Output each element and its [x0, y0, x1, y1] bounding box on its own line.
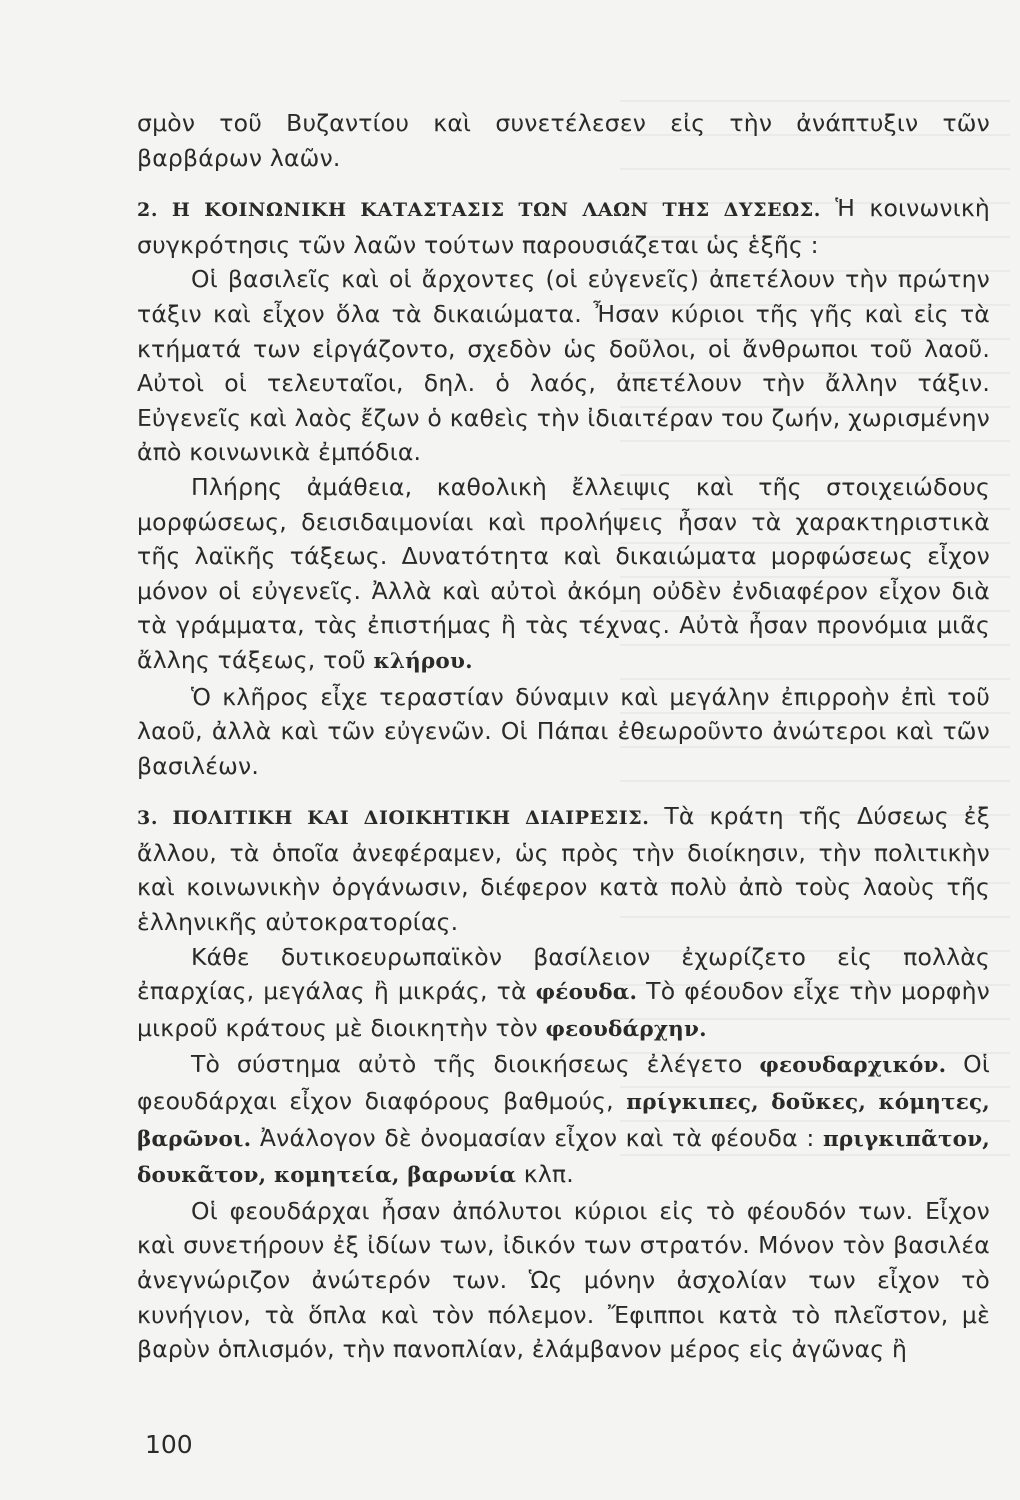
paragraph-text: Ὁ κλῆρος εἶχε τεραστίαν δύναμιν καὶ μεγάλην ἐπιρροὴν ἐπὶ τοῦ λαοῦ, ἀλλὰ καὶ τῶν εὐγενῶν. Οἱ Πάπαι ἐθεωροῦντο ἀνώτεροι καὶ τῶν βασιλέων.: [137, 682, 990, 780]
page-body: [137, 106, 990, 1367]
section-2-paragraph-1: [137, 262, 990, 470]
section-2-paragraph-2: [137, 470, 990, 680]
paragraph-text: Οἱ φεουδάρχαι εἶχον διαφόρους βαθμούς,: [137, 1050, 990, 1116]
section-3-paragraph: [137, 799, 990, 939]
bold-term-kleros: κλήρου.: [373, 648, 473, 674]
bold-term-feouda: φέουδα.: [535, 980, 638, 1006]
paragraph-text: Πλήρης ἀμάθεια, καθολικὴ ἔλλειψις καὶ τῆς στοιχειώδους μορφώσεως, δεισιδαιμονίαι καὶ προλήψεις ἦσαν τὰ χαρακτηριστικὰ τῆς λαϊκῆς τάξεως. Δυνατότητα καὶ δικαιώματα μορφώσεως εἶχον μόνον οἱ εὐγενεῖς. Ἀλλὰ καὶ αὐτοὶ ἀκόμη οὐδὲν ἐνδιαφέρον εἶχον διὰ τὰ γράμματα, τὰς ἐπιστήμας ἢ τὰς τέχνας. Αὐτὰ ἦσαν προνόμια μιᾶς ἄλλης τάξεως, τοῦ: [137, 472, 990, 674]
page-number: 100: [145, 1430, 193, 1459]
section-3-heading: 3. ΠΟΛΙΤΙΚΗ ΚΑΙ ΔΙΟΙΚΗΤΙΚΗ ΔΙΑΙΡΕΣΙΣ.: [137, 807, 650, 830]
paragraph-text: Οἱ βασιλεῖς καὶ οἱ ἄρχοντες (οἱ εὐγενεῖς) ἀπετέλουν τὴν πρώτην τάξιν καὶ εἶχον ὅλα τὰ δικαιώματα. Ἦσαν κύριοι τῆς γῆς καὶ εἰς τὰ κτήματά των εἰργάζοντο, σχεδὸν ὡς δοῦλοι, οἱ ἄνθρωποι τοῦ λαοῦ. Αὐτοὶ οἱ τελευταῖοι, δηλ. ὁ λαός, ἀπετέλουν τὴν ἄλλην τάξιν. Εὐγενεῖς καὶ λαὸς ἔζων ὁ καθεὶς τὴν ἰδιαιτέραν του ζωήν, χωρισμένην ἀπὸ κοινωνικὰ ἐμπόδια.: [137, 265, 990, 467]
intro-text: σμὸν τοῦ Βυζαντίου καὶ συνετέλεσεν εἰς τὴν ἀνάπτυξιν τῶν βαρβάρων λαῶν.: [137, 109, 990, 172]
paragraph-text: κλπ.: [516, 1160, 574, 1189]
paragraph-text: Ἀνάλογον δὲ ὀνομασίαν εἶχον καὶ τὰ φέουδα :: [251, 1123, 823, 1152]
paragraph-text: Κάθε δυτικοευρωπαϊκὸν βασίλειον ἐχωρίζετο εἰς πολλὰς ἐπαρχίας, μεγάλας ἢ μικράς, τὰ: [137, 942, 990, 1006]
section-3-paragraph-2: [137, 1047, 990, 1193]
bold-term-fiefs: πριγκιπᾶτον, δουκᾶτον, κομητεία, βαρωνία: [137, 1126, 990, 1189]
bold-term-ranks: πρίγκιπες, δοῦκες, κόμητες, βαρῶνοι.: [137, 1090, 990, 1152]
section-2-paragraph: [137, 191, 990, 262]
section-3-paragraph-1: [137, 940, 990, 1048]
section-3-paragraph-3: [137, 1194, 990, 1367]
section-2-heading: 2. Η ΚΟΙΝΩΝΙΚΗ ΚΑΤΑΣΤΑΣΙΣ ΤΩΝ ΛΑΩΝ ΤΗΣ ΔΥΣΕΩΣ.: [137, 199, 821, 222]
paragraph-text: Οἱ φεουδάρχαι ἦσαν ἀπόλυτοι κύριοι εἰς τὸ φέουδόν των. Εἶχον καὶ συνετήρουν ἐξ ἰδίων των, ἰδικόν των στρατόν. Μόνον τὸν βασιλέα ἀνεγνώριζον ἀνώτερόν των. Ὡς μόνην ἀσχολίαν των εἶχον τὸ κυνήγιον, τὰ ὅπλα καὶ τὸν πόλεμον. Ἔφιπποι κατὰ τὸ πλεῖστον, μὲ βαρὺν ὁπλισμόν, τὴν πανοπλίαν, ἐλάμβανον μέρος εἰς ἀγῶνας ἢ: [137, 1196, 990, 1364]
paragraph-text: Τὸ φέουδον εἶχε τὴν μορφὴν μικροῦ κράτους μὲ διοικητὴν τὸν: [137, 977, 990, 1042]
section-2-lead: Ἡ κοινωνικὴ συγκρότησις τῶν λαῶν τούτων παρουσιάζεται ὡς ἑξῆς :: [137, 194, 991, 259]
section-2-paragraph-3: [137, 680, 990, 784]
intro-paragraph: [137, 106, 990, 175]
section-3-lead: Τὰ κράτη τῆς Δύσεως ἐξ ἄλλου, τὰ ὁποῖα ἀνεφέραμεν, ὡς πρὸς τὴν διοίκησιν, τὴν πολιτικὴν καὶ κοινωνικὴν ὀργάνωσιν, διέφερον κατὰ πολὺ ἀπὸ τοὺς λαοὺς τῆς ἑλληνικῆς αὐτοκρατορίας.: [137, 802, 990, 937]
paragraph-text: Τὸ σύστημα αὐτὸ τῆς διοικήσεως ἐλέγετο: [191, 1050, 760, 1079]
bold-term-feoudarchikon: φεουδαρχικόν.: [759, 1053, 947, 1079]
bold-term-feoudarchis: φεουδάρχην.: [545, 1016, 707, 1042]
